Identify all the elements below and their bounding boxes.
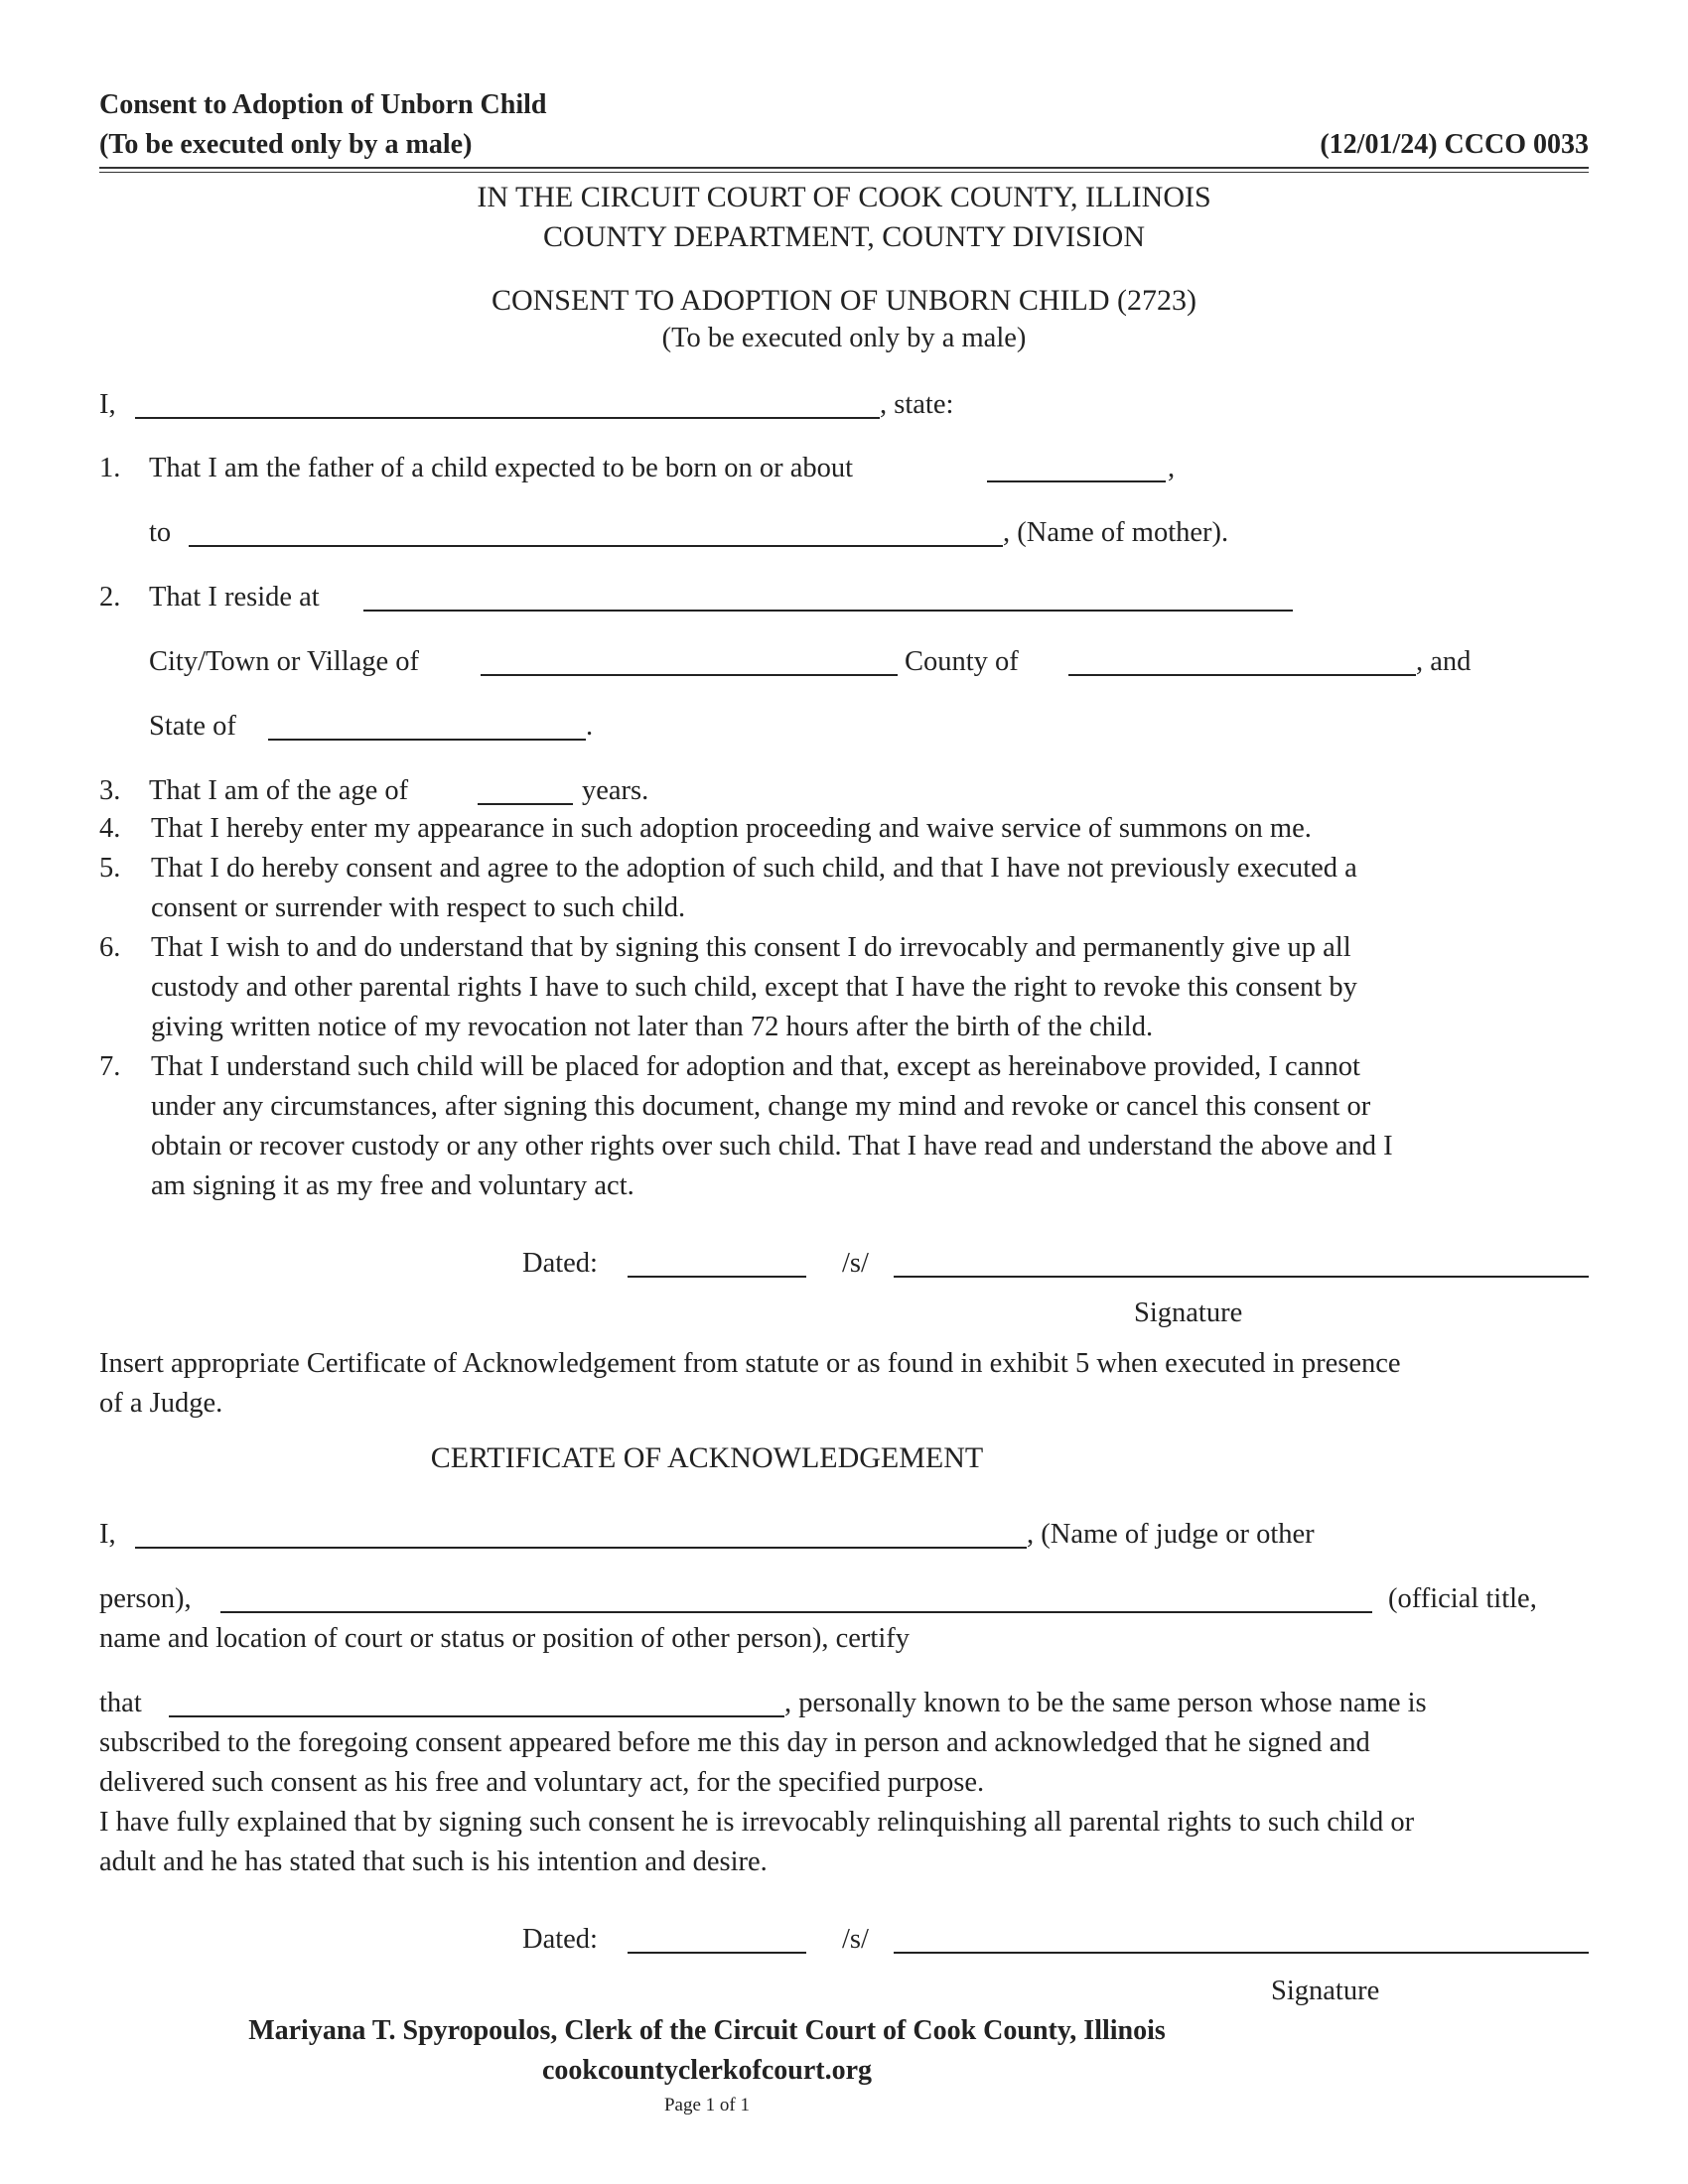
signature-field-1[interactable] (894, 1276, 1589, 1278)
item-1-comma: , (1168, 453, 1176, 483)
cert-body-line-2: delivered such consent as his free and voluntary act, for the specified purpose. (99, 1767, 985, 1798)
item-1-text: That I am the father of a child expected to be born on or about (149, 453, 854, 483)
item-7-line-2: under any circumstances, after signing this document, change my mind and revoke or cancel this consent or (151, 1091, 1371, 1122)
cert-person-line-2: name and location of court or status or position of other person), certify (99, 1623, 910, 1654)
item-6-line-2: custody and other parental rights I have to such child, except that I have the right to revoke this consent by (151, 972, 1357, 1003)
item-2-county-label: County of (905, 646, 1019, 677)
official-title-field[interactable] (220, 1611, 1372, 1613)
cert-person-suffix: (official title, (1388, 1583, 1537, 1614)
item-3-text: That I am of the age of (149, 775, 409, 806)
mother-name-field[interactable] (189, 545, 1003, 547)
item-2-text: That I reside at (149, 582, 320, 613)
item-2-and: , and (1416, 646, 1472, 677)
instruction-line-2: of a Judge. (99, 1388, 223, 1419)
footer-page-number: Page 1 of 1 (663, 2095, 750, 2116)
signature-caption-1: Signature (1134, 1297, 1243, 1328)
consenter-name-field[interactable] (169, 1715, 784, 1717)
item-7-line-4: am signing it as my free and voluntary act. (151, 1170, 634, 1201)
dated-field-2[interactable] (628, 1952, 806, 1954)
item-2-state-label: State of (149, 711, 236, 742)
item-1-mother-label: , (Name of mother). (1003, 517, 1229, 548)
cert-i-prefix: I, (99, 1519, 116, 1550)
certificate-title: CERTIFICATE OF ACKNOWLEDGEMENT (430, 1441, 984, 1474)
document-title: CONSENT TO ADOPTION OF UNBORN CHILD (2723) (491, 284, 1197, 317)
header-rule (99, 167, 1589, 169)
form-subtitle: (To be executed only by a male) (99, 129, 473, 160)
numbered-paragraphs (99, 809, 1393, 1206)
county-field[interactable] (1068, 674, 1416, 676)
dated-label-1: Dated: (522, 1248, 598, 1279)
item-7-line-1: That I understand such child will be placed for adoption and that, except as hereinabove provided, I cannot (151, 1051, 1360, 1082)
form-title: Consent to Adoption of Unborn Child (99, 89, 547, 120)
s-label-1: /s/ (842, 1248, 869, 1279)
dated-label-2: Dated: (522, 1924, 598, 1955)
signature-caption-2: Signature (1271, 1976, 1380, 2006)
item-6-number: 6. (99, 932, 121, 963)
cert-person-prefix: person), (99, 1583, 192, 1614)
item-1-to: to (149, 517, 172, 548)
item-7-line-3: obtain or recover custody or any other rights over such child. That I have read and understand the above and I (151, 1131, 1393, 1161)
item-2-number: 2. (99, 582, 121, 613)
cert-name-suffix: , (Name of judge or other (1027, 1519, 1315, 1550)
s-label-2: /s/ (842, 1924, 869, 1955)
item-3-number: 3. (99, 775, 121, 806)
footer-website[interactable]: cookcountyclerkofcourt.org (541, 2055, 873, 2086)
form-code: (12/01/24) CCCO 0033 (1320, 129, 1589, 160)
header-rule-thin (99, 172, 1589, 173)
document-subtitle: (To be executed only by a male) (661, 323, 1027, 353)
item-4-number: 4. (99, 813, 121, 844)
item-5-line-2: consent or surrender with respect to such child. (151, 892, 686, 923)
court-line-1: IN THE CIRCUIT COURT OF COOK COUNTY, ILLINOIS (477, 181, 1211, 213)
footer-clerk: Mariyana T. Spyropoulos, Clerk of the Circuit Court of Cook County, Illinois (248, 2015, 1166, 2046)
instruction-line-1: Insert appropriate Certificate of Acknowledgement from statute or as found in exhibit 5 when executed in presence (99, 1348, 1401, 1379)
item-6-line-3: giving written notice of my revocation not later than 72 hours after the birth of the child. (151, 1012, 1154, 1042)
item-2-period: . (586, 711, 594, 742)
item-5-line-1: That I do hereby consent and agree to the adoption of such child, and that I have not previously executed a (151, 853, 1357, 884)
cert-that-suffix: , personally known to be the same person whose name is (784, 1688, 1427, 1718)
item-2-city-label: City/Town or Village of (149, 646, 420, 677)
dated-field-1[interactable] (628, 1276, 806, 1278)
item-4-text: That I hereby enter my appearance in such adoption proceeding and waive service of summons on me. (151, 813, 1312, 844)
cert-body-line-3: I have fully explained that by signing such consent he is irrevocably relinquishing all parental rights to such child or (99, 1807, 1415, 1838)
cert-that-prefix: that (99, 1688, 142, 1718)
judge-name-field[interactable] (135, 1547, 1027, 1549)
item-1-number: 1. (99, 453, 121, 483)
residence-address-field[interactable] (363, 610, 1293, 612)
court-line-2: COUNTY DEPARTMENT, COUNTY DIVISION (543, 220, 1145, 253)
city-field[interactable] (481, 674, 898, 676)
state-field[interactable] (268, 739, 586, 741)
birth-date-field[interactable] (987, 480, 1166, 482)
declarant-name-field[interactable] (135, 417, 880, 419)
age-field[interactable] (478, 803, 573, 805)
item-7-number: 7. (99, 1051, 121, 1082)
item-6-line-1: That I wish to and do understand that by signing this consent I do irrevocably and permanently give up all (151, 932, 1351, 963)
item-3-years: years. (582, 775, 649, 806)
intro-prefix: I, (99, 389, 116, 420)
signature-field-2[interactable] (894, 1952, 1589, 1954)
intro-suffix: , state: (880, 389, 954, 420)
item-5-number: 5. (99, 853, 121, 884)
cert-body-line-1: subscribed to the foregoing consent appeared before me this day in person and acknowledged that he signed and (99, 1727, 1370, 1758)
cert-body-line-4: adult and he has stated that such is his intention and desire. (99, 1846, 768, 1877)
